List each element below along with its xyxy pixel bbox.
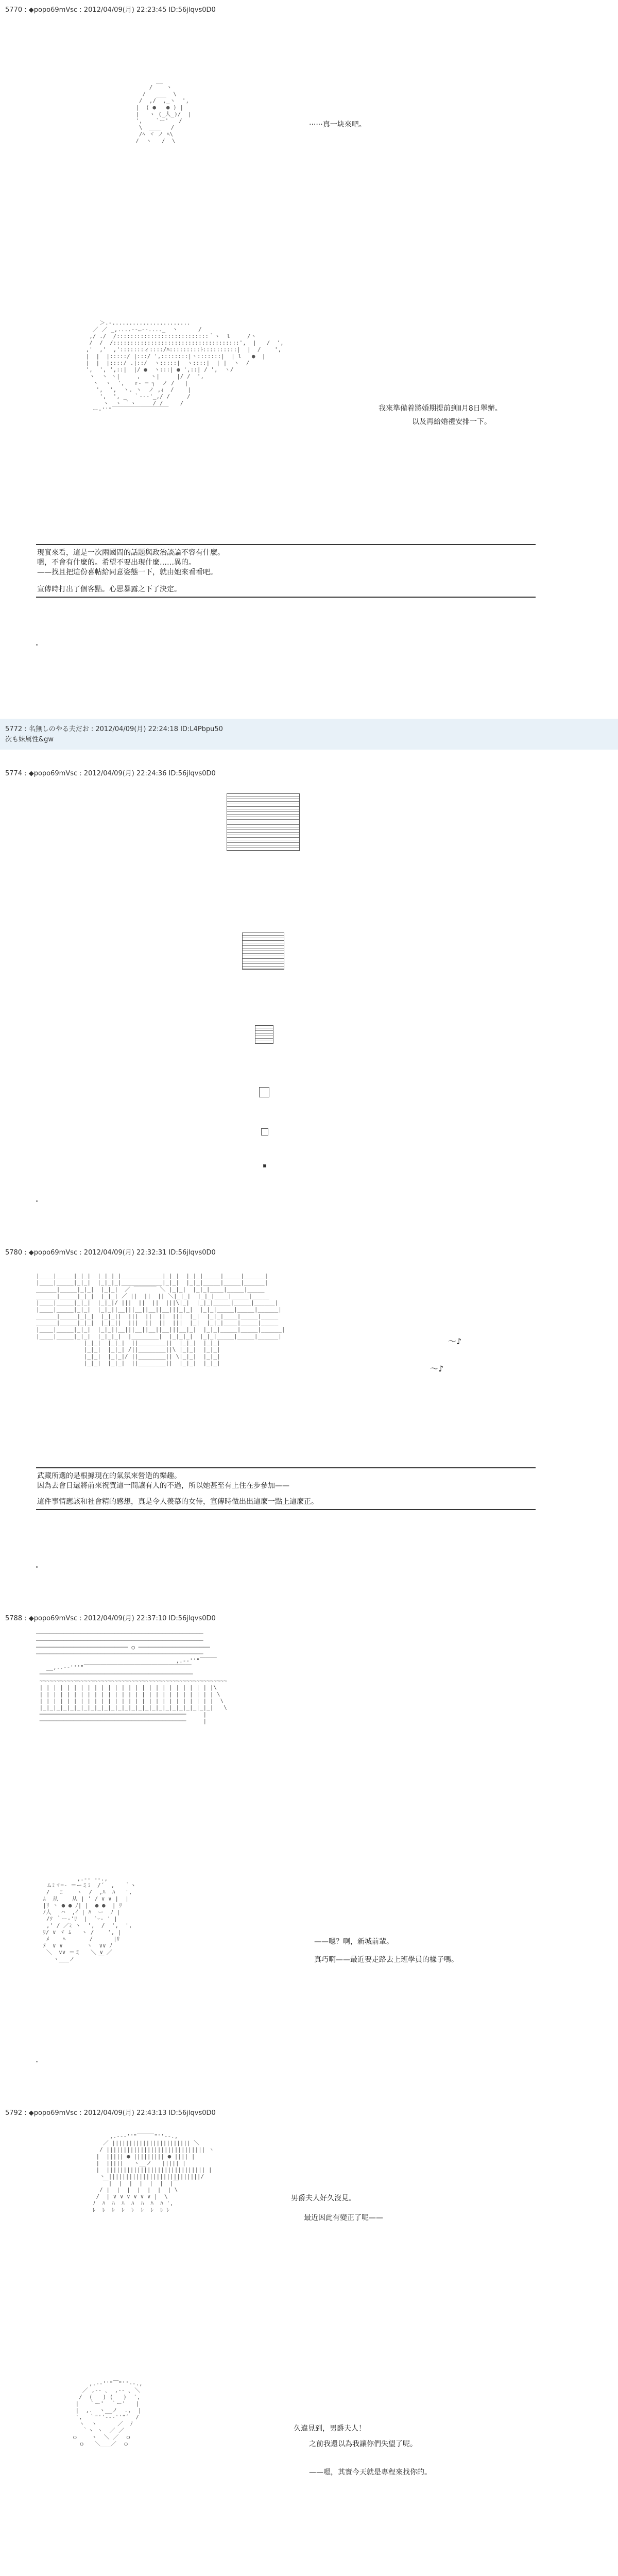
post-header-5792: 5792 : ◆popo69mVsc : 2012/04/09(月) 22:43:13 ID:56jlqvs0D0	[5, 2109, 216, 2117]
dialog-line: 男爵夫人好久沒見。	[291, 2194, 356, 2202]
narration-box	[36, 1469, 536, 1510]
divider	[36, 544, 536, 545]
narration-line: 武藏所選的是根據現在的氣氛來營造的樂趣。	[37, 1472, 181, 1480]
ascii-art-building: |____|_____|_|_| |_|_|_|____________|_|_| |_|_|_____|_____|______| |____|_____|_|_| |_|_|_|____________|_|_| |_|_|_____|_____|______| ______|_____|_|_| |_|_| ／ ￣￣￣￣ ＼ |_|_| |_|_|____|_____|_____ ______|_____|_|_| |_|_| ／ || || || ＼|_|_| |_|_|____|_____|_____ |____|_____|_|_| |_|_|/ ||| || || |||\|_| |_|_|_____|_____|______| |____|_____|_|_| |_|_||__|||__||__||__|||_|_| |_|_|_____|_____|______| ______|_____|_|_| |_|_|| ||| || || ||| |_| |_|_|____|_____|_____ ______|_____|_|_| |_|_|| ||| || || ||| |_| |_|_|____|_____|_____ |____|_____|_|_| |_|_||__|||__||__||__|||__|_| |_|_|_____|_____|______| |____|_____|_|_| |_|_|_| |________| |_|_|_| |_|_|_____|_____|______| |_|_| |_|_| ||________|| |_|_| |_|_| |_|_| |_|_| /||________||\ |_|_| |_|_| |_|_| |_|_|/ ||________|| \|_|_| |_|_| |_|_| |_|_| ||________|| |_|_| |_|_|	[36, 1273, 285, 1366]
dialog-line: 最近因此有變正了呢——	[304, 2214, 383, 2222]
post-header-5774: 5774 : ◆popo69mVsc : 2012/04/09(月) 22:24:36 ID:56jlqvs0D0	[5, 770, 216, 777]
narration-line: 宣傳時打出了個客點。心思暴露之下了決定。	[37, 585, 181, 594]
narration-line: 嗯，不會有什麼的。希望不要出現什麼……異的。	[37, 558, 196, 567]
panel-square-tiny	[261, 1128, 268, 1136]
panel-square-dot	[263, 1164, 266, 1167]
dialog-line: 真巧啊——最近要走路去上班學員的樣子嗎。	[314, 1956, 458, 1964]
dot-separator	[36, 1200, 38, 1202]
dot-separator	[36, 2061, 38, 2062]
narration-box	[36, 546, 536, 598]
dialog-line: 之前我還以為我讓你們失望了呢。	[309, 2440, 417, 2448]
narration-line: ——找且把這份喜帖給同意姿態一下，就由她來看看吧。	[37, 568, 217, 577]
divider	[36, 1467, 536, 1468]
dot-separator	[36, 1566, 38, 1568]
ascii-art-street: ───────────────────────────────────────────────── ───────────────────────────────────────────────── ─────────────────────────── ○ ───────────────────── ───────────────────────────────────────────────── ,.-‐''"￣￣￣ __,..-‐'''"￣￣￣￣￣￣￣￣￣￣￣￣￣￣￣￣￣￣￣ ───────────────────────────────────────────── ~~~~~~~~~~~~~~~~~~~~~~~~~~~~~~~~~~~~~~~~~~~~~~~~~~~~~~~ | | | | | | | | | | | | | | | | | | | | | | | | | |\ | | | | | | | | | | | | | | | | | | | | | | | | | | \ | | | | | | | | | | | | | | | | | | | | | | | | | | \ |_|_|_|_|_|_|_|_|_|_|_|_|_|_|_|_|_|_|_|_|_|_|_|_|_| \ ─────────────────────────────────────────── | ─────────────────────────────────────────── |	[36, 1631, 227, 1724]
narration-line	[37, 1491, 535, 1497]
panel-square-small	[255, 1025, 273, 1044]
post-header-5780: 5780 : ◆popo69mVsc : 2012/04/09(月) 22:32:31 ID:56jlqvs0D0	[5, 1249, 216, 1257]
dialog-line: 我來準備着將婚期提前到Ⅱ月8日舉辦。	[379, 404, 502, 413]
narration-line: 因為去會日還將前來祝賀這一間讓有人的不過，所以她甚至有上住在步參加——	[37, 1482, 289, 1490]
dialog-line: 以及再給婚禮安排一下。	[412, 418, 491, 426]
post-reply: 次も妹属性&gw	[5, 736, 54, 743]
dot-separator	[36, 644, 38, 646]
post-header-5788: 5788 : ◆popo69mVsc : 2012/04/09(月) 22:37:10 ID:56jlqvs0D0	[5, 1615, 216, 1622]
post-header-5772: 5772 : 名無しのやる夫だお : 2012/04/09(月) 22:24:18 ID:L4Pbpu50	[5, 725, 223, 733]
panel-square-large	[227, 793, 300, 851]
dialog-line: 久違見到，男爵夫人！	[294, 2425, 366, 2433]
narration-line: 現實來看，這是一次兩國間的話題與政治談論不容有什麼。	[37, 549, 225, 557]
dialog-line: ······真一块來吧。	[309, 121, 366, 129]
dialog-line: ——嗯？啊，新城前輩。	[314, 1938, 393, 1946]
dialog-music: ～♪	[448, 1336, 462, 1346]
ascii-art-character: ,.--‐''"￣￣￣"''‐-., ／ ||||||||||||||||||||||| ＼ / ||||||||||||||||||||||||||||| ヽ | ||||| ● ||||||||| ● |||| | | ||||| ヽ__ノ ||||| | | ||||||||||||||||||||||||||||| | ヽ |||||||||||||||||||||||||||/ ￣| | | | | | |￣ / | | | | | | | \ / | ∨ ∨ ∨ ∨ ∨ ∨ | \ ﾉ ﾊ ﾊ ﾊ ﾊ ﾊ ﾊ ﾊ ', ﾚ ﾚ ﾚ ﾚ ﾚ ﾚ ﾚ ﾚ ﾚ	[92, 2133, 215, 2213]
ascii-art-group: ＞.-....................... ／ ／ _,....-‐…‐-...._ ヽ / ,/ ./ /:::::::::::::::::::::::::::｀ヽ l /ヽ / / /:::::::::::::::::::::::::::::::::::::', | / ', ,' ,' ,':::::::ィ::::/ﾊ:::::::::ﾄ::::::::::| | / ', | | |:::::/ |:::/ ',::::::::|ヽ:::::::| | l ● | | | |::::/ .|::/ ヽ:::::| ヽ::::| | | ヽ / ', ', ',::| |/ ● ヽ:::| ● ',::| / ', ヽ/ ヽ ヽ ヽ| , ヽ| |/ / ', ヽ ヽ ', r‐ ─ ┐ ノ / | ', ', ヽ. ヽ ノ ,ｨ / | ', ', _ ｀‐-‐'_,/ / / ヽ ヽ ｀ヽ / / / ー‐''"￣￣￣￣￣￣￣￣￣￣	[85, 319, 284, 413]
post-header-5770: 5770 : ◆popo69mVsc : 2012/04/09(月) 22:23:45 ID:56jlqvs0D0	[5, 6, 216, 14]
narration-line: 這件事情應該和社會精的感想，真是令人羨慕的女侍，宣傳時做出出這麼一點上這麼正。	[37, 1498, 318, 1506]
ascii-art-character: __ / ヽ / ___ \ / ,/ ,_ヽ ', | ( ● ● ) | | ヽ (_人_)/ | ', `ー' / \ ＿＿ / /ﾍ ヾ ノ ﾍ\ / ヽ / \	[135, 77, 192, 144]
panel-square-xsmall	[259, 1087, 269, 1097]
ascii-art-character: ,.-‐''"￣"''‐-., ／ ,-‐ ､ ,-‐ ､ ＼ / ( ) ( ) ', | ｀ー' ｀ー' | | ,. ヽ__ノ ., | ', ｀"''‐-‐''"´ / ヽ ヽ ／ ﾉ ｀ヽ ヽ ／ ／ ｏ ヽ ＼ ／ ｏ ｏ ＼___／ ｏ	[72, 2380, 143, 2447]
narration-line	[37, 578, 535, 585]
ascii-art-character: ,.-‐ ‐-., ムﾐヾ=‐ ＝ーミﾐ /´ , ｀ヽ / ﾆ ヽ / ,ﾊ ﾊ ', ﾑ 从 从 | ' / ∨ ∨ | | |ﾘ ヽ ● ● ﾉ| | ● ● | ﾘ ﾉ人 ⌒ ,ｲ | ﾊ ー ﾉ | /ｿ ｀ー‐'ﾘ | `ｰ‐ ' | ,' / ／ﾐ ヽ ', / ', ', ﾘ/ ∨ ヾ ﾑ ヽ / ', | ﾒ ﾍ / |ﾘ ﾒ ∨ ∨ ヽ ∨∨ ﾉ ＼ ∨∨ ＝ミ ＼ ∨ ／ ヽ___ノ ￣	[43, 1875, 136, 1962]
panel-square-medium	[242, 933, 284, 970]
dialog-music: ～♪	[430, 1364, 444, 1374]
dialog-line: ——嗯，其實今天就是專程來找你的。	[309, 2468, 432, 2477]
